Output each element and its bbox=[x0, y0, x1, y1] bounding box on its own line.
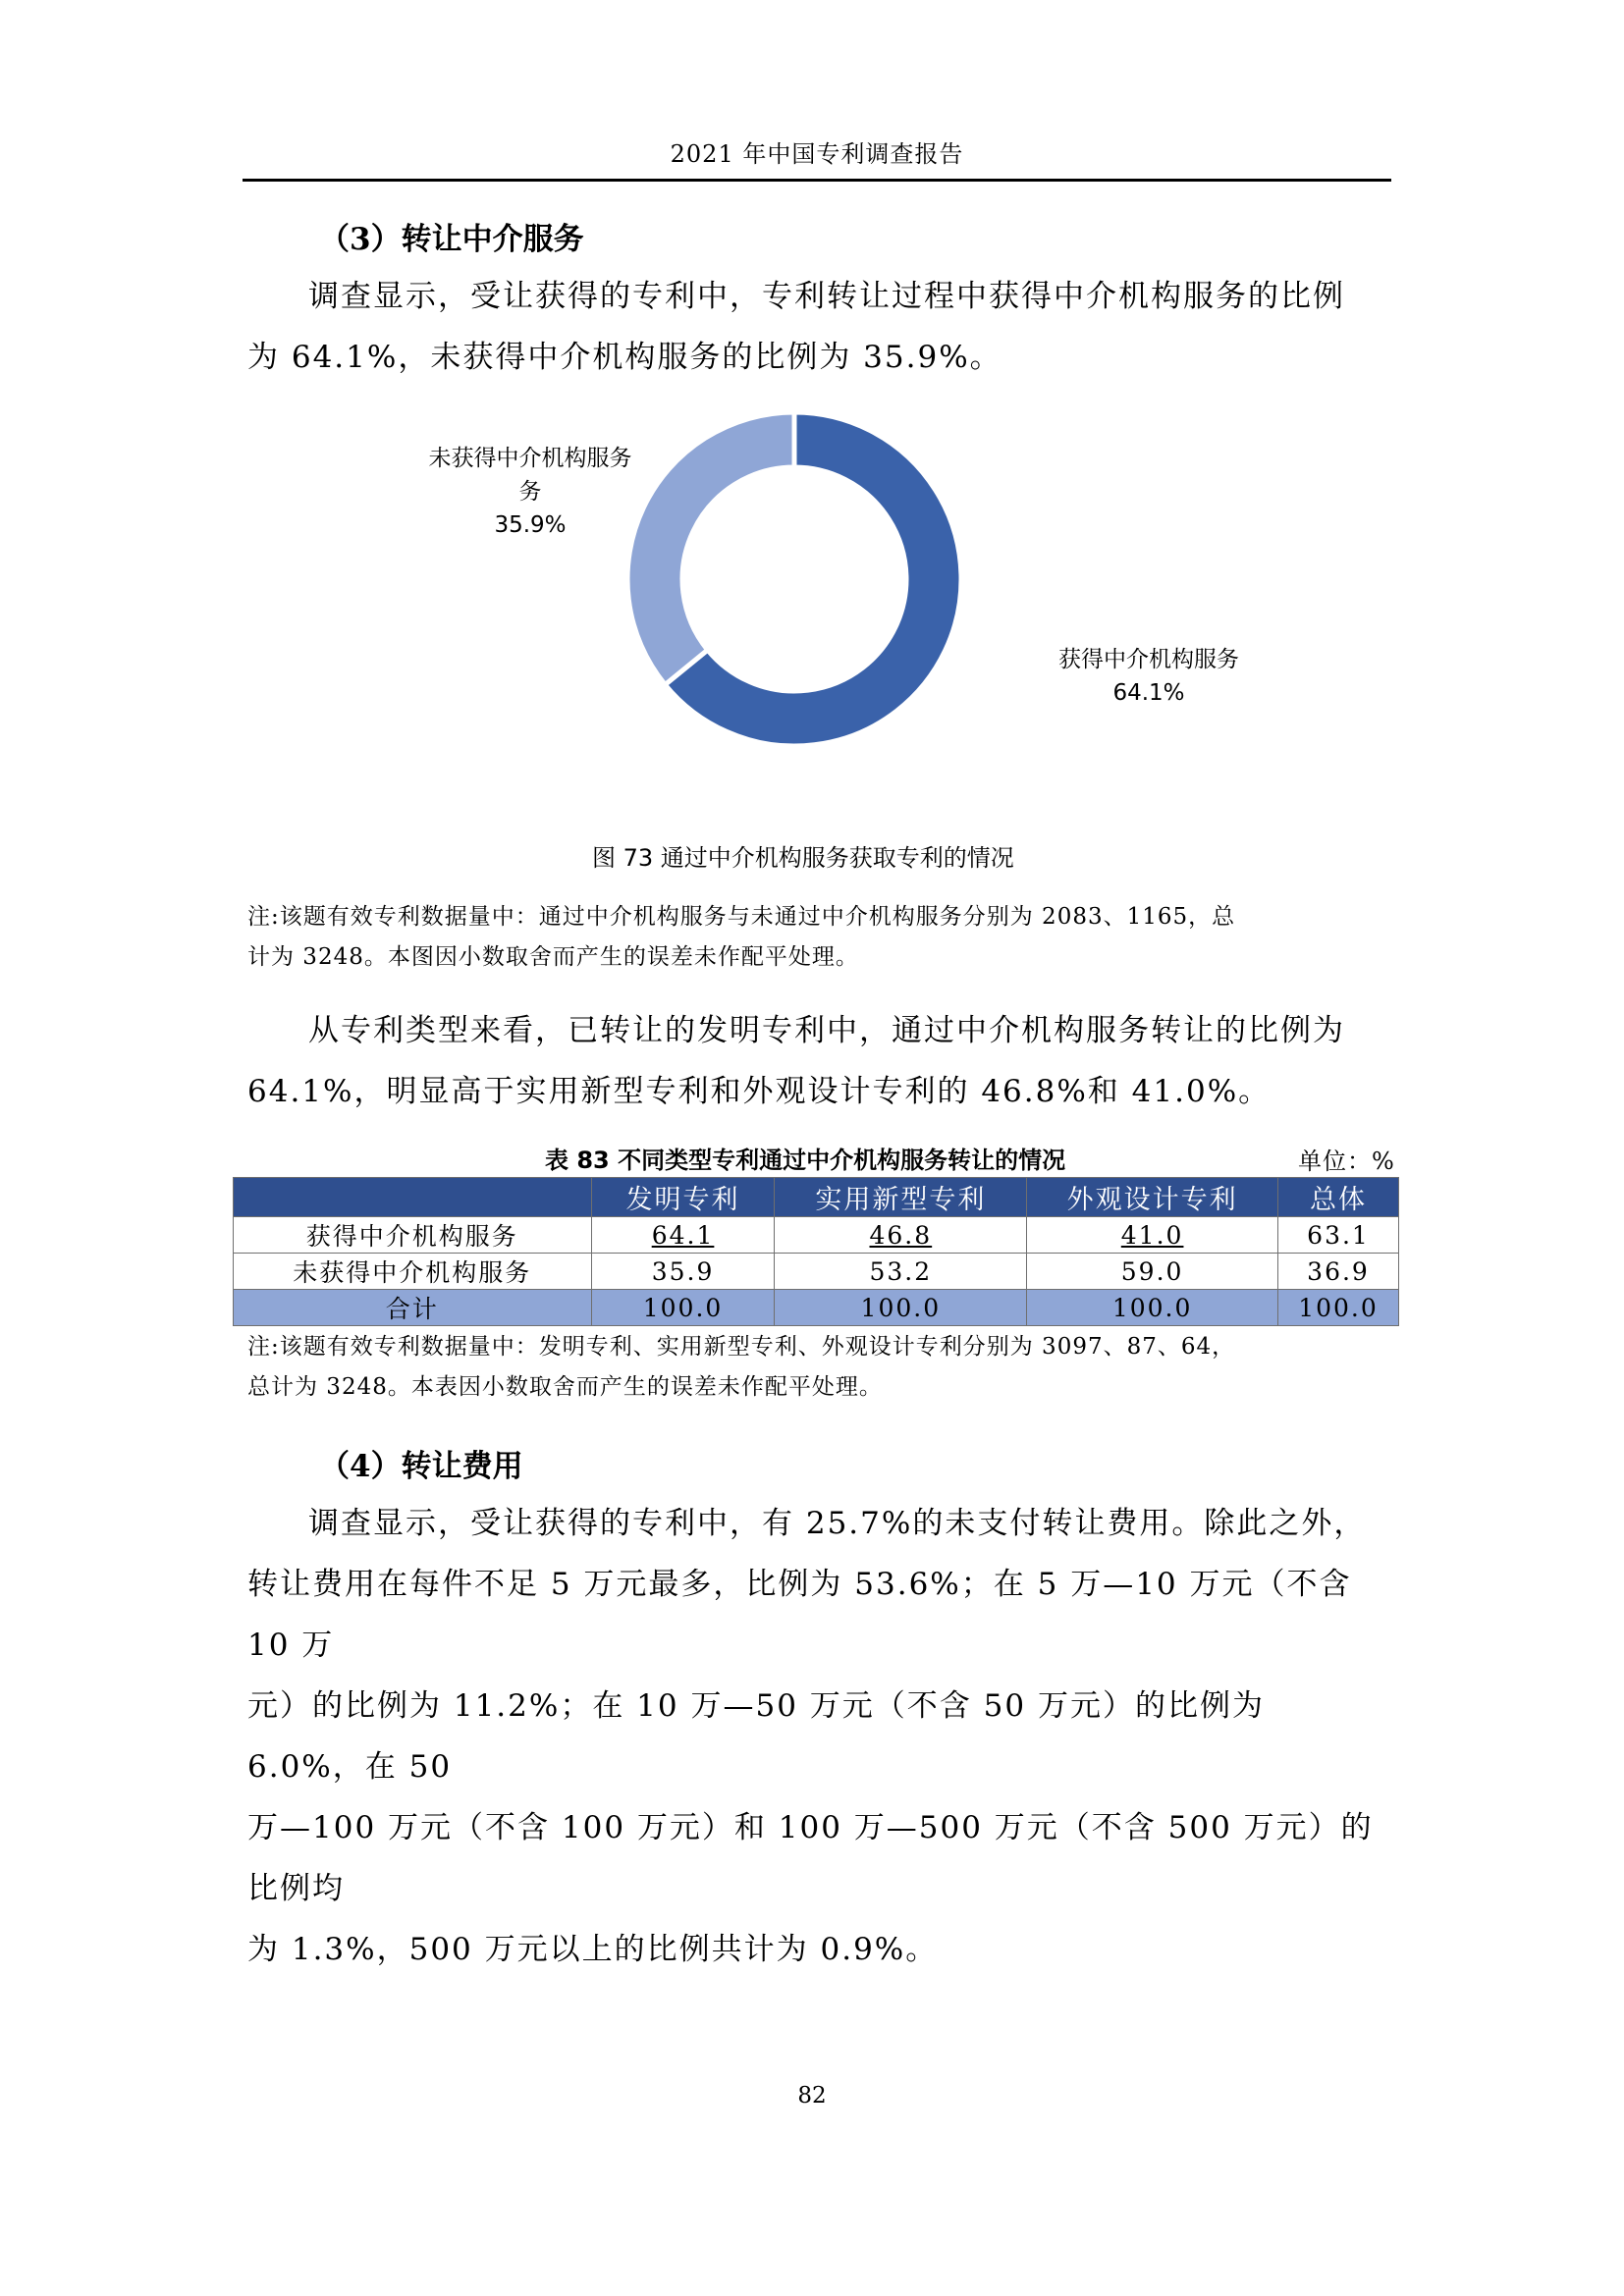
slice-name-not-obtained-cont: 务 bbox=[518, 479, 542, 505]
table-cell bbox=[1027, 1217, 1278, 1254]
row-label: 合计 bbox=[234, 1290, 592, 1326]
slice-label-obtained bbox=[1031, 643, 1267, 710]
slice-value-obtained: 64.1% bbox=[1112, 680, 1185, 706]
table-cell-value: 46.8 bbox=[869, 1220, 933, 1250]
section3-line1: 调查显示，受让获得的专利中，专利转让过程中获得中介机构服务的比例 bbox=[308, 279, 1345, 314]
table-note bbox=[247, 1327, 1386, 1408]
table-note-line2: 总计为 3248。本表因小数取舍而产生的误差未作配平处理。 bbox=[247, 1374, 883, 1400]
figure-note-line2: 计为 3248。本图因小数取舍而产生的误差未作配平处理。 bbox=[247, 944, 859, 970]
table-cell: 100.0 bbox=[1027, 1290, 1278, 1326]
section4-paragraph bbox=[247, 1493, 1386, 1980]
figure-caption: 图 73 通过中介机构服务获取专利的情况 bbox=[592, 844, 1014, 872]
table-unit: 单位：% bbox=[1298, 1148, 1395, 1175]
slice-label-not-obtained bbox=[417, 442, 643, 542]
table-cell bbox=[591, 1217, 775, 1254]
donut-chart bbox=[0, 0, 1624, 825]
section4-line3: 元）的比例为 11.2%；在 10 万—50 万元（不含 50 万元）的比例为 6.0%，在 50 bbox=[247, 1688, 1265, 1785]
page-number: 82 bbox=[797, 2083, 827, 2109]
table-header-row bbox=[234, 1178, 1399, 1217]
column-header: 发明专利 bbox=[591, 1178, 775, 1217]
section4-line2: 转让费用在每件不足 5 万元最多，比例为 53.6%；在 5 万—10 万元（不含 10 万 bbox=[247, 1567, 1352, 1663]
table-row bbox=[234, 1254, 1399, 1290]
figure-note bbox=[247, 897, 1386, 978]
column-header: 总体 bbox=[1278, 1178, 1399, 1217]
table-caption: 表 83 不同类型专利通过中介机构服务转让的情况 bbox=[545, 1147, 1066, 1174]
table-total-row bbox=[234, 1290, 1399, 1326]
row-label: 未获得中介机构服务 bbox=[234, 1254, 592, 1290]
type-paragraph bbox=[247, 1000, 1386, 1122]
slice-name-obtained: 获得中介机构服务 bbox=[1058, 647, 1239, 672]
section4-line4: 万—100 万元（不含 100 万元）和 100 万—500 万元（不含 500 万元）的比例均 bbox=[247, 1810, 1374, 1906]
column-header bbox=[234, 1178, 592, 1217]
table-cell: 63.1 bbox=[1278, 1217, 1399, 1254]
table-cell: 100.0 bbox=[775, 1290, 1027, 1326]
table-row bbox=[234, 1217, 1399, 1254]
section-heading-3: （3）转让中介服务 bbox=[319, 222, 584, 257]
section3-line2: 为 64.1%，未获得中介机构服务的比例为 35.9%。 bbox=[247, 340, 1002, 375]
type-paragraph-line2: 64.1%，明显高于实用新型专利和外观设计专利的 46.8%和 41.0%。 bbox=[247, 1074, 1272, 1109]
table-cell bbox=[775, 1217, 1027, 1254]
figure-note-line1: 注:该题有效专利数据量中：通过中介机构服务与未通过中介机构服务分别为 2083、1165，总 bbox=[247, 904, 1236, 930]
table-cell-value: 41.0 bbox=[1120, 1220, 1184, 1250]
row-label: 获得中介机构服务 bbox=[234, 1217, 592, 1254]
running-header: 2021 年中国专利调查报告 bbox=[670, 140, 964, 168]
table-note-line1: 注:该题有效专利数据量中：发明专利、实用新型专利、外观设计专利分别为 3097、87、64， bbox=[247, 1334, 1236, 1360]
table-cell: 36.9 bbox=[1278, 1254, 1399, 1290]
column-header: 外观设计专利 bbox=[1027, 1178, 1278, 1217]
section4-line1: 调查显示，受让获得的专利中，有 25.7%的未支付转让费用。除此之外， bbox=[308, 1506, 1367, 1541]
table-cell: 59.0 bbox=[1027, 1254, 1278, 1290]
section-heading-4: （4）转让费用 bbox=[319, 1449, 523, 1484]
table-cell-value: 64.1 bbox=[651, 1220, 715, 1250]
table-cell: 35.9 bbox=[591, 1254, 775, 1290]
table-cell: 53.2 bbox=[775, 1254, 1027, 1290]
column-header: 实用新型专利 bbox=[775, 1178, 1027, 1217]
donut-slice-not-obtained bbox=[627, 412, 794, 685]
slice-value-not-obtained: 35.9% bbox=[494, 512, 567, 538]
table-cell: 100.0 bbox=[591, 1290, 775, 1326]
section4-line5: 为 1.3%，500 万元以上的比例共计为 0.9%。 bbox=[247, 1932, 939, 1967]
type-paragraph-line1: 从专利类型来看，已转让的发明专利中，通过中介机构服务转让的比例为 bbox=[308, 1013, 1345, 1048]
data-table bbox=[233, 1177, 1399, 1326]
table-cell: 100.0 bbox=[1278, 1290, 1399, 1326]
slice-name-not-obtained: 未获得中介机构服务 bbox=[428, 446, 632, 471]
